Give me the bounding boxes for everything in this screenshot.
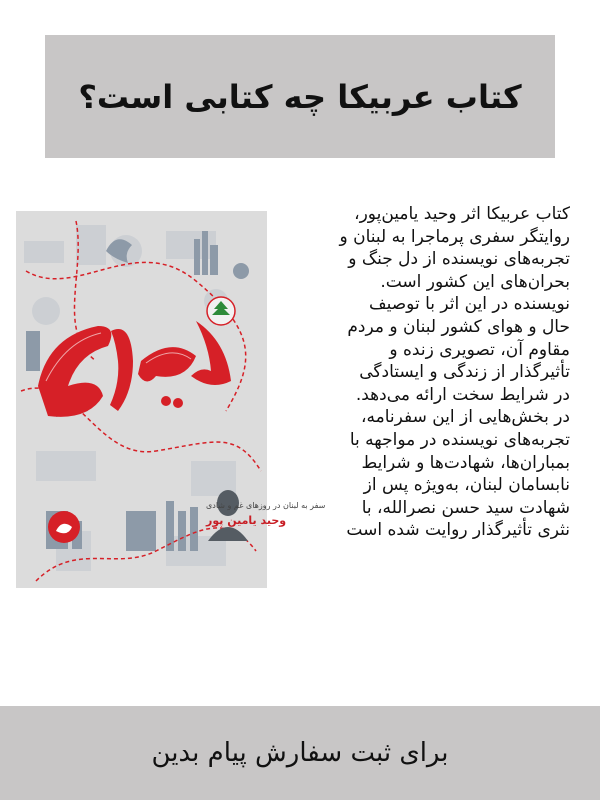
book-cover-image bbox=[16, 211, 326, 588]
description-line: حال و هوای کشور لبنان و مردم bbox=[347, 316, 570, 337]
order-call-to-action: برای ثبت سفارش پیام بدین bbox=[151, 738, 449, 768]
cover-author: وحید یامین پور bbox=[206, 514, 287, 527]
description-line: کتاب عربیکا اثر وحید یامین‌پور، bbox=[354, 204, 570, 224]
cover-subtitle: سفر به لبنان در روزهای غم و شادی bbox=[206, 501, 326, 510]
description-line: در شرایط سخت ارائه می‌دهد. bbox=[355, 384, 570, 405]
description-line: مقاوم آن، تصویری زنده و bbox=[389, 339, 570, 360]
description-line: شهادت سید حسن نصرالله، با bbox=[361, 497, 570, 518]
description-line: تجربه‌های نویسنده در مواجهه با bbox=[349, 429, 570, 450]
title-banner bbox=[45, 35, 555, 158]
description-line: تجربه‌های نویسنده از دل جنگ و bbox=[348, 249, 570, 270]
page-title: کتاب عربیکا چه کتابی است؟ bbox=[78, 77, 522, 116]
description-line: در بخش‌هایی از این سفرنامه، bbox=[361, 407, 570, 428]
description-line: روایتگر سفری پرماجرا به لبنان و bbox=[339, 226, 570, 247]
description-line: تأثیرگذار از زندگی و ایستادگی bbox=[359, 362, 570, 383]
description-line: بحران‌های این کشور است. bbox=[380, 271, 570, 292]
publisher-logo bbox=[48, 511, 80, 543]
order-banner bbox=[0, 706, 600, 800]
description-line: نویسنده در این اثر با توصیف bbox=[369, 294, 570, 315]
description-line: بمباران‌ها، شهادت‌ها و شرایط bbox=[361, 452, 570, 473]
description-line: نابسامان لبنان، به‌ویژه پس از bbox=[363, 475, 570, 496]
book-description bbox=[280, 203, 570, 542]
description-line: نثری تأثیرگذار روایت شده است bbox=[346, 520, 570, 541]
